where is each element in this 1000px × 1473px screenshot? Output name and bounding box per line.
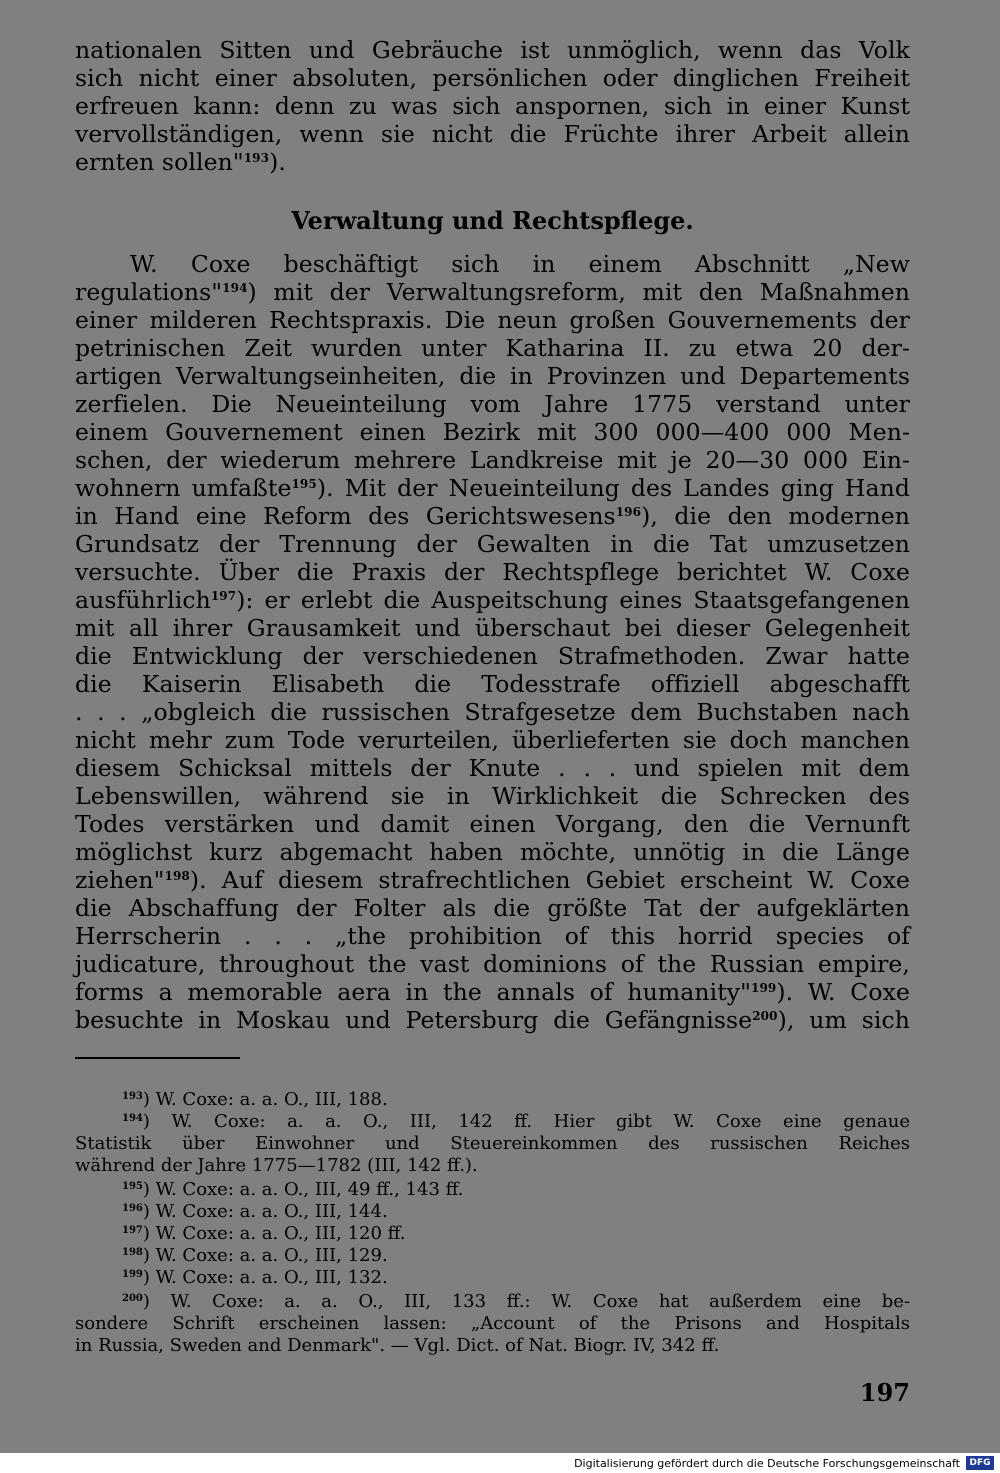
book-page [75, 0, 910, 1473]
page-number: 197 [859, 1378, 910, 1407]
text-line: die Kaiserin Elisabeth die Todesstrafe offiziell abgeschafft [75, 670, 910, 698]
text-line: einem Gouvernement einen Bezirk mit 300 000—400 000 Men- [75, 418, 910, 446]
footnote: $^{193}$) W. Coxe: a. a. O., III, 188. [122, 1089, 388, 1110]
text-line: die Abschaffung der Folter als die größte Tat der aufgeklärten [75, 894, 910, 922]
footnote-continuation: Statistik über Einwohner und Steuereinkommen des russischen Reiches [75, 1133, 910, 1154]
text-line: ziehen"$^{198}$). Auf diesem strafrechtlichen Gebiet erscheint W. Coxe [75, 866, 910, 894]
footnote-ref: 198 [164, 869, 190, 883]
footnote-ref: 196 [615, 505, 642, 519]
text-line: versuchte. Über die Praxis der Rechtspflege berichtet W. Coxe [75, 558, 910, 586]
text-line: artigen Verwaltungseinheiten, die in Provinzen und Departements [75, 362, 910, 390]
footnote-ref: 195 [291, 477, 317, 491]
text-line: besuchte in Moskau und Petersburg die Gefängnisse$^{200}$), um sich [75, 1006, 911, 1034]
text-line: nicht mehr zum Tode verurteilen, überlieferten sie doch manchen [75, 726, 910, 754]
footnote-continuation: sondere Schrift erscheinen lassen: „Account of the Prisons and Hospitals [75, 1313, 910, 1334]
text-line: in Hand eine Reform des Gerichtswesens$^{196}$), die den modernen [75, 502, 910, 530]
text-line: schen, der wiederum mehrere Landkreise mit je 20—30 000 Ein- [75, 446, 910, 474]
footnote-continuation: in Russia, Sweden and Denmark". — Vgl. Dict. of Nat. Biogr. IV, 342 ff. [75, 1335, 720, 1356]
text-line: ernten sollen"$^{193}$). [75, 148, 286, 176]
text-line: die Entwicklung der verschiedenen Strafmethoden. Zwar hatte [75, 642, 910, 670]
footnote: $^{196}$) W. Coxe: a. a. O., III, 144. [122, 1201, 388, 1222]
text-line: ausführlich$^{197}$): er erlebt die Auspeitschung eines Staatsgefangenen [75, 586, 910, 614]
footnote-continuation: während der Jahre 1775—1782 (III, 142 ff.). [75, 1155, 478, 1176]
footer-bar [0, 1453, 1000, 1473]
dfg-logo: DFG [966, 1456, 994, 1470]
text-line: möglichst kurz abgemacht haben möchte, unnötig in die Länge [75, 838, 910, 866]
text-line: Todes verstärken und damit einen Vorgang, den die Vernunft [75, 810, 910, 838]
footnote-ref: 194 [222, 281, 248, 295]
footnote: $^{197}$) W. Coxe: a. a. O., III, 120 ff. [122, 1223, 406, 1244]
text-line: Grundsatz der Trennung der Gewalten in die Tat umzusetzen [75, 530, 910, 558]
text-line: vervollständigen, wenn sie nicht die Früchte ihrer Arbeit allein [75, 120, 910, 148]
footnote-ref: 197 [210, 589, 237, 603]
text-line: . . . „obgleich die russischen Strafgesetze dem Buchstaben nach [75, 698, 910, 726]
text-line: Herrscherin . . . „the prohibition of this horrid species of [75, 922, 910, 950]
text-line: nationalen Sitten und Gebräuche ist unmöglich, wenn das Volk [75, 36, 910, 64]
text-line: erfreuen kann: denn zu was sich anspornen, sich in einer Kunst [75, 92, 910, 120]
text-line: einer milderen Rechtspraxis. Die neun großen Gouvernements der [75, 306, 910, 334]
text-line: forms a memorable aera in the annals of humanity"$^{199}$). W. Coxe [75, 978, 910, 1006]
footnote: $^{200}$) W. Coxe: a. a. O., III, 133 ff.: W. Coxe hat außerdem eine be- [122, 1291, 910, 1312]
funding-credit: Digitalisierung gefördert durch die Deutsche Forschungsgemeinschaft [574, 1457, 960, 1470]
footnote-divider [75, 1057, 240, 1059]
text-line: regulations"$^{194}$) mit der Verwaltungsreform, mit den Maßnahmen [75, 278, 910, 306]
footnote: $^{195}$) W. Coxe: a. a. O., III, 49 ff., 143 ff. [122, 1179, 464, 1200]
text-line: wohnern umfaßte$^{195}$). Mit der Neueinteilung des Landes ging Hand [75, 474, 910, 502]
text-line: diesem Schicksal mittels der Knute . . . und spielen mit dem [75, 754, 910, 782]
text-line: Lebenswillen, während sie in Wirklichkeit die Schrecken des [75, 782, 910, 810]
footnote: $^{194}$) W. Coxe: a. a. O., III, 142 ff. Hier gibt W. Coxe eine genaue [122, 1111, 910, 1132]
footnote: $^{198}$) W. Coxe: a. a. O., III, 129. [122, 1245, 388, 1266]
text-line: W. Coxe beschäftigt sich in einem Abschnitt „New [130, 250, 910, 278]
text-line: zerfielen. Die Neueinteilung vom Jahre 1775 verstand unter [75, 390, 910, 418]
footnote-ref: 199 [751, 981, 777, 995]
text-line: judicature, throughout the vast dominions of the Russian empire, [75, 950, 910, 978]
footnote: $^{199}$) W. Coxe: a. a. O., III, 132. [122, 1267, 388, 1288]
text-line: petrinischen Zeit wurden unter Katharina II. zu etwa 20 der- [75, 334, 910, 362]
section-heading: Verwaltung und Rechtspflege. [291, 206, 694, 235]
footnote-ref: 193 [243, 151, 270, 165]
text-line: mit all ihrer Grausamkeit und überschaut bei dieser Gelegenheit [75, 614, 910, 642]
text-line: sich nicht einer absoluten, persönlichen oder dinglichen Freiheit [75, 64, 910, 92]
footnote-ref: 200 [752, 1009, 778, 1023]
